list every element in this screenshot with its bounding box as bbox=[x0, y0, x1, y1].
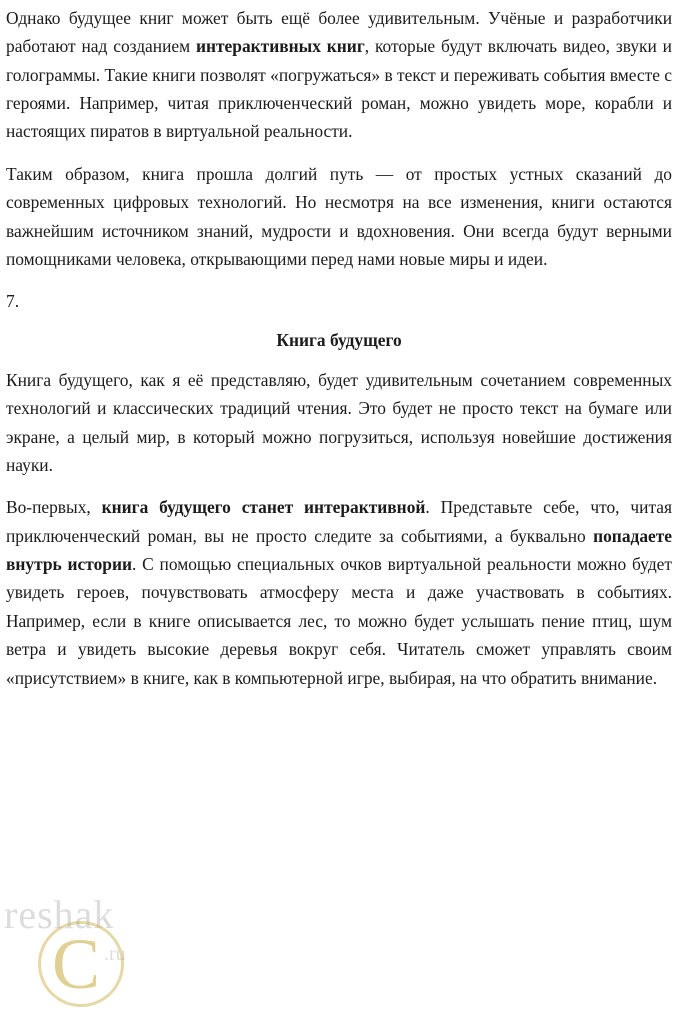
paragraph-interactive-book-run-0: Во-первых, bbox=[6, 497, 102, 518]
paragraph-interactive-book-run-3: попадаете внутрь истории bbox=[6, 525, 672, 575]
task-number-run-0: 7. bbox=[6, 291, 20, 312]
watermark-text: reshak bbox=[4, 892, 115, 937]
paragraph-future-books-run-2: , которые будут включать видео, звуки и голограммы. Такие книги позволят «погружаться» в текст и переживать события вместе с героями. Например, читая приключенческий роман, можно увидеть море, корабли и настоящих пиратов в виртуальной реальности. bbox=[6, 36, 672, 142]
paragraph-conclusion-run-0: Таким образом, книга прошла долгий путь — от простых устных сказаний до современных цифровых технологий. Но несмотря на все изменения, книги остаются важнейшим источником знаний, мудрости и вдохновения. Они всегда будут верными помощниками человека, открывающими перед нами новые миры и идеи. bbox=[6, 163, 672, 269]
paragraph-book-of-future-intro-run-0: Книга будущего, как я её представляю, будет удивительным сочетанием современных технологий и классических традиций чтения. Это будет не просто текст на бумаге или экране, а целый мир, в который можно погрузиться, используя новейшие достижения науки. bbox=[6, 369, 672, 476]
watermark-subtext: .ru bbox=[104, 943, 126, 965]
task-number bbox=[6, 287, 672, 315]
watermark-circle bbox=[38, 921, 124, 1007]
paragraph-interactive-book-run-2: . Представьте себе, что, читая приключенческий роман, вы не просто следите за событиями, а буквально bbox=[6, 497, 672, 546]
document-content bbox=[6, 4, 672, 692]
section-heading bbox=[6, 326, 672, 354]
paragraph-future-books-run-1: интерактивных книг bbox=[195, 36, 365, 57]
paragraph-book-of-future-intro bbox=[6, 366, 672, 479]
paragraph-future-books-run-0: Однако будущее книг может быть ещё более удивительным. Учёные и разработчики работают над созданием bbox=[6, 8, 672, 57]
watermark bbox=[0, 881, 250, 1031]
paragraph-conclusion bbox=[6, 160, 672, 273]
paragraph-future-books bbox=[6, 4, 672, 146]
paragraph-interactive-book-run-1: книга будущего станет интерактивной bbox=[101, 497, 426, 518]
watermark-letter: C bbox=[52, 924, 101, 1004]
section-heading-run-0: Книга будущего bbox=[276, 329, 402, 350]
paragraph-interactive-book bbox=[6, 493, 672, 692]
paragraph-interactive-book-run-4: . С помощью специальных очков виртуальной реальности можно будет увидеть героев, почувствовать атмосферу места и даже участвовать в событиях. Например, если в книге описывается лес, то можно будет услышать пение птиц, шум ветра и увидеть высокие деревья вокруг себя. Читатель сможет управлять своим «присутствием» в книге, как в компьютерной игре, выбирая, на что обратить внимание. bbox=[6, 554, 673, 688]
